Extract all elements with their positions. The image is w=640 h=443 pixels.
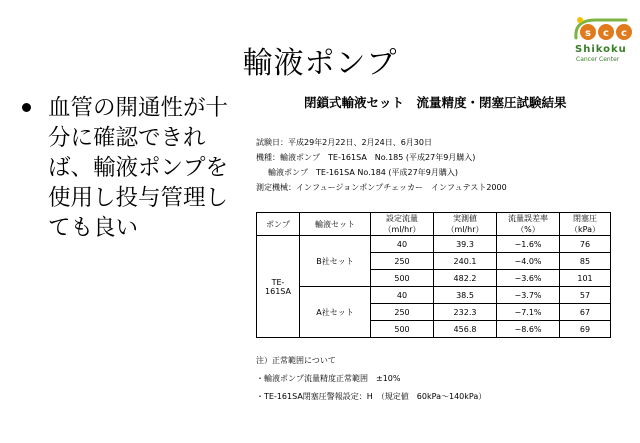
note-heading: 注）正常範囲について [256, 356, 336, 365]
logo-name: Shikoku [575, 44, 627, 55]
measurement-device: 測定機械：インフュージョンポンプチェッカー インフュテスト2000 [256, 183, 507, 192]
bullet-dot-icon [22, 103, 31, 112]
cell: −3.7% [497, 287, 560, 304]
cell: 85 [560, 253, 611, 270]
cell: 76 [560, 236, 611, 253]
cell: 232.3 [434, 304, 497, 321]
cell: 456.8 [434, 321, 497, 338]
cell: 250 [371, 304, 434, 321]
header-set-flow: 設定流量（ml/hr） [371, 213, 434, 236]
model-line-2: 輸液ポンプ TE-161SA No.184 (平成27年9月購入) [268, 168, 458, 177]
header-measured: 実測値（ml/hr） [434, 213, 497, 236]
header-error: 流量誤差率（%） [497, 213, 560, 236]
svg-text:s: s [585, 28, 591, 39]
set-cell-b: B社セット [300, 236, 371, 287]
slide-title: 輸液ポンプ [242, 46, 398, 81]
pump-cell: TE-161SA [257, 236, 300, 338]
cell: −1.6% [497, 236, 560, 253]
bullet-text: 血管の開通性が十分に確認できれば、輸液ポンプを使用し投与管理しても良い [48, 95, 229, 241]
cell: 57 [560, 287, 611, 304]
cell: −3.6% [497, 270, 560, 287]
cell: 500 [371, 321, 434, 338]
cell: 500 [371, 270, 434, 287]
cell: 40 [371, 287, 434, 304]
cell: 38.5 [434, 287, 497, 304]
test-date: 試験日：平成29年2月22日、2月24日、6月30日 [256, 138, 432, 147]
note-flow-range: ・輸液ポンプ流量精度正常範囲 ±10% [256, 374, 401, 383]
cell: 69 [560, 321, 611, 338]
set-cell-a: A社セット [300, 287, 371, 338]
header-pump: ポンプ [257, 213, 300, 236]
table-row [257, 236, 611, 253]
table-row [257, 287, 611, 304]
cell: 39.3 [434, 236, 497, 253]
svg-text:c: c [603, 28, 609, 39]
cell: 40 [371, 236, 434, 253]
cell: 250 [371, 253, 434, 270]
cell: 240.1 [434, 253, 497, 270]
cell: −4.0% [497, 253, 560, 270]
document-title: 閉鎖式輸液セット 流量精度・閉塞圧試験結果 [304, 95, 567, 110]
cell: 67 [560, 304, 611, 321]
logo-subtitle: Cancer Center [576, 56, 620, 63]
cell: −7.1% [497, 304, 560, 321]
header-pressure: 閉塞圧（kPa） [560, 213, 611, 236]
table-header-row [257, 213, 611, 236]
cell: 101 [560, 270, 611, 287]
note-pressure-alarm: ・TE-161SA閉塞圧警報設定：H （規定値 60kPa〜140kPa） [256, 392, 487, 401]
header-set: 輸液セット [300, 213, 371, 236]
cell: 482.2 [434, 270, 497, 287]
svg-text:c: c [621, 28, 627, 39]
results-table [256, 212, 611, 338]
model-line-1: 機種：輸液ポンプ TE-161SA No.185 (平成27年9月購入) [256, 153, 476, 162]
cell: −8.6% [497, 321, 560, 338]
